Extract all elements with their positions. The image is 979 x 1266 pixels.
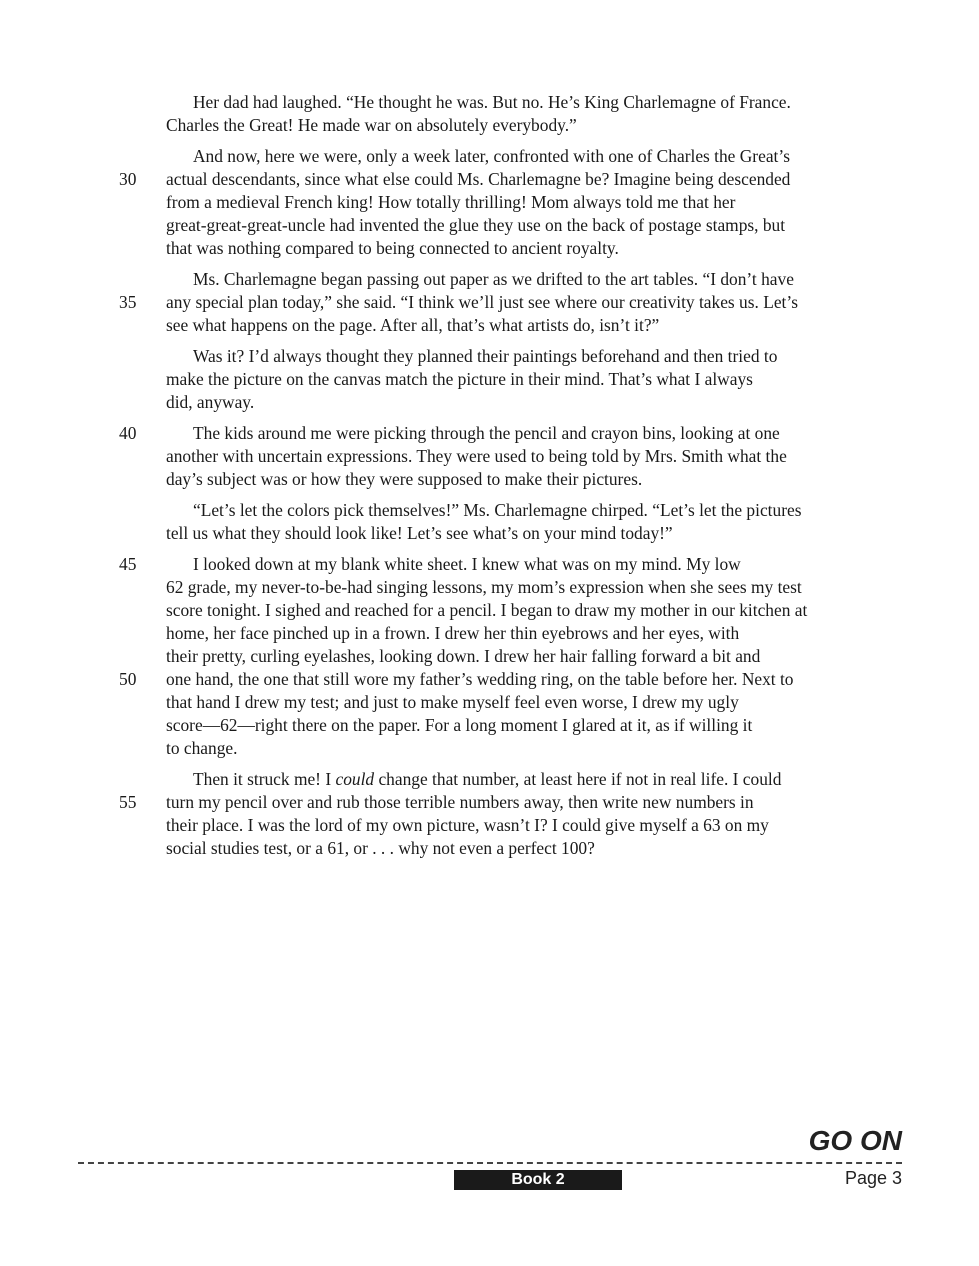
go-on-label: GO ON: [808, 1125, 902, 1156]
passage-line: another with uncertain expressions. They were used to being told by Mrs. Smith what the: [166, 446, 787, 466]
passage-line: And now, here we were, only a week later, confronted with one of Charles the Great’s: [193, 146, 790, 166]
passage-line: score tonight. I sighed and reached for a pencil. I began to draw my mother in our kitchen at: [166, 600, 808, 620]
passage-line: [193, 768, 781, 791]
passage-line: The kids around me were picking through the pencil and crayon bins, looking at one: [193, 423, 780, 443]
line-number: 40: [119, 423, 137, 443]
passage-line: tell us what they should look like! Let’s see what’s on your mind today!”: [166, 523, 673, 543]
passage-line: I looked down at my blank white sheet. I knew what was on my mind. My low: [193, 554, 741, 574]
emphasis-word: could: [335, 769, 375, 789]
passage-line: that was nothing compared to being connected to ancient royalty.: [166, 238, 619, 258]
passage-line: Charles the Great! He made war on absolutely everybody.”: [166, 115, 577, 135]
passage-line: social studies test, or a 61, or . . . why not even a perfect 100?: [166, 838, 595, 858]
passage-line: score—62—right there on the paper. For a long moment I glared at it, as if willing it: [166, 715, 753, 735]
book-label: Book 2: [454, 1170, 622, 1190]
passage-line: did, anyway.: [166, 392, 255, 412]
passage-line: their place. I was the lord of my own picture, wasn’t I? I could give myself a 63 on my: [166, 815, 769, 835]
passage-line: see what happens on the page. After all, that’s what artists do, isn’t it?”: [166, 315, 660, 335]
passage-text: Then it struck me! I: [193, 769, 336, 789]
passage-text: change that number, at least here if not in real life. I could: [374, 769, 782, 789]
passage-line: one hand, the one that still wore my father’s wedding ring, on the table before her. Next to: [166, 669, 794, 689]
passage-line: to change.: [166, 738, 238, 758]
passage-line: make the picture on the canvas match the picture in their mind. That’s what I always: [166, 369, 753, 389]
line-number: 45: [119, 554, 137, 574]
passage-line: that hand I drew my test; and just to make myself feel even worse, I drew my ugly: [166, 692, 739, 712]
line-number: 55: [119, 792, 137, 812]
passage-line: any special plan today,” she said. “I think we’ll just see where our creativity takes us. Let’s: [166, 292, 798, 312]
passage-line: home, her face pinched up in a frown. I drew her thin eyebrows and her eyes, with: [166, 623, 740, 643]
passage-line: turn my pencil over and rub those terrible numbers away, then write new numbers in: [166, 792, 754, 812]
line-number: 30: [119, 169, 137, 189]
passage-line: Her dad had laughed. “He thought he was. But no. He’s King Charlemagne of France.: [193, 92, 791, 112]
passage-line: from a medieval French king! How totally thrilling! Mom always told me that her: [166, 192, 736, 212]
passage-line: “Let’s let the colors pick themselves!” Ms. Charlemagne chirped. “Let’s let the pictures: [193, 500, 802, 520]
line-number: 50: [119, 669, 137, 689]
passage-line: their pretty, curling eyelashes, looking down. I drew her hair falling forward a bit and: [166, 646, 761, 666]
passage-line: day’s subject was or how they were supposed to make their pictures.: [166, 469, 643, 489]
passage-line: great-great-great-uncle had invented the glue they use on the back of postage stamps, but: [166, 215, 786, 235]
passage-line: actual descendants, since what else could Ms. Charlemagne be? Imagine being descended: [166, 169, 791, 189]
line-number: 35: [119, 292, 137, 312]
passage-line: Ms. Charlemagne began passing out paper as we drifted to the art tables. “I don’t have: [193, 269, 794, 289]
passage-line: 62 grade, my never-to-be-had singing lessons, my mom’s expression when she sees my test: [166, 577, 802, 597]
page-number: Page 3: [844, 1168, 902, 1188]
footer-divider: [78, 1162, 902, 1164]
passage-line: Was it? I’d always thought they planned their paintings beforehand and then tried to: [193, 346, 778, 366]
